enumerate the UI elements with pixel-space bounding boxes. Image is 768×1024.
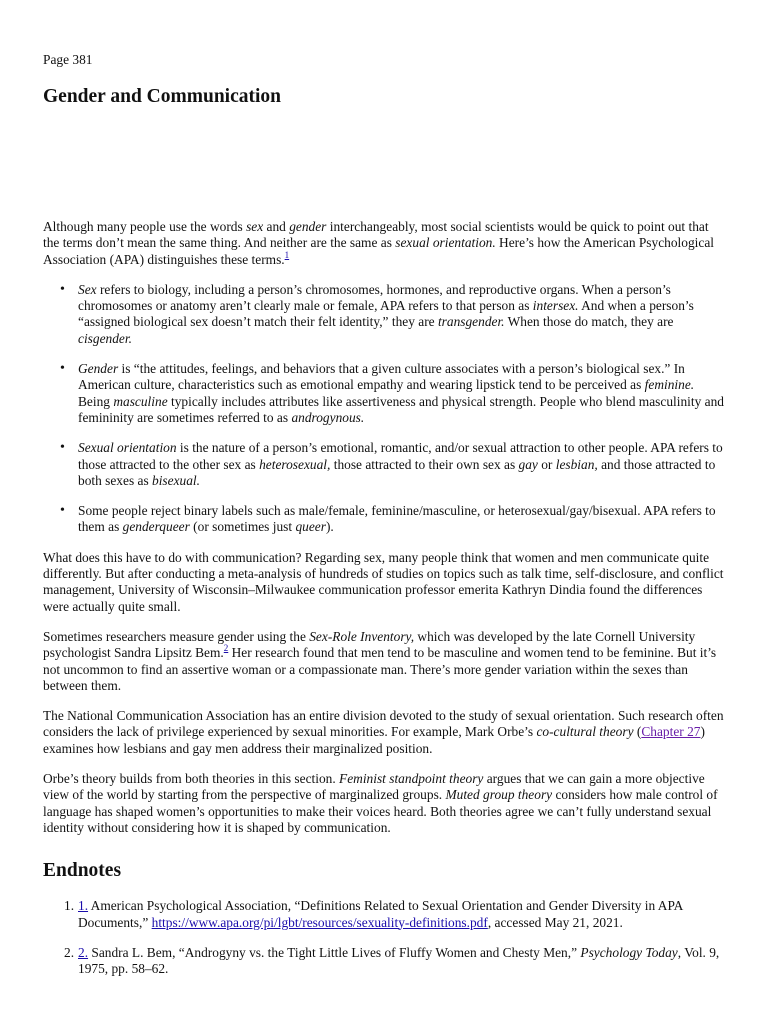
list-item-sexual-orientation: • Sexual orientation is the nature of a person’s emotional, romantic, and/or sexual attraction to other people. APA refers to those attracted to the other sex as heterosexual, those attracted to their own sex as gay or lesbian, and those attracted to both sexes as bisexual. xyxy=(78,440,725,489)
footnote-ref-1[interactable]: 1 xyxy=(284,249,290,260)
page-number: Page 381 xyxy=(43,52,93,67)
chapter-27-link[interactable]: Chapter 27 xyxy=(641,724,701,740)
list-item-genderqueer: • Some people reject binary labels such as male/female, feminine/masculine, or heterosexual/gay/bisexual. APA refers to them as genderqueer (or sometimes just queer). xyxy=(78,503,725,536)
paragraph-theories: Orbe’s theory builds from both theories in this section. Feminist standpoint theory argues that we can gain a more objective view of the world by starting from the perspective of marginalized groups. Muted group theory considers how male control of language has shaped women’s opportunities to make their voices heard. Both theories agree we can’t fully understand sexual identity without considering how it is shaped by communication. xyxy=(43,771,718,835)
endnote-1: 1. 1. American Psychological Association, “Definitions Related to Sexual Orientation and Gender Diversity in APA Documents,” https://www.apa.org/pi/lgbt/resources/sexuality-definitions.pdf, accessed May 21, 2021. xyxy=(64,898,683,930)
definitions-list xyxy=(43,282,725,536)
endnote-backlink-2[interactable]: 2. xyxy=(78,944,89,960)
intro-paragraph: Although many people use the words sex and gender interchangeably, most social scientists would be quick to point out that the terms don’t mean the same thing. And neither are the same as sexual orientation. Here’s how the American Psychological Association (APA) distinguishes these terms.$^1$ xyxy=(43,219,714,267)
article-body xyxy=(43,219,725,991)
list-item-sex: • Sex refers to biology, including a person’s chromosomes, hormones, and reproductive organs. When a person’s chromosomes or anatomy aren’t clearly male or female, APA refers to that person as intersex. And when a person’s “assigned biological sex doesn’t match their felt identity,” they are transgender. When those do match, they are cisgender. xyxy=(78,282,725,347)
page-title: Gender and Communication xyxy=(43,86,281,107)
endnotes-heading: Endnotes xyxy=(43,860,122,882)
endnotes-list xyxy=(43,898,725,977)
endnote-backlink-1[interactable]: 1. xyxy=(78,898,89,914)
paragraph-sexual-orientation-research: The National Communication Association has an entire division devoted to the study of sexual orientation. Such research often considers the lack of privilege experienced by sexual minorities. For example, Mark Orbe’s co-cultural theory (Chapter 27) examines how lesbians and gay men address their marginalized position. xyxy=(43,708,724,756)
endnote-number: 1. xyxy=(64,898,75,914)
endnote-2: 2. 2. Sandra L. Bem, “Androgyny vs. the Tight Little Lives of Fluffy Women and Chesty Men,” Psychology Today, Vol. 9, 1975, pp. 58–62. xyxy=(64,944,720,977)
list-item-gender: • Gender is “the attitudes, feelings, and behaviors that a given culture associates with a person’s biological sex.” In American culture, characteristics such as emotional empathy and wearing lipstick tend to be perceived as feminine. Being masculine typically includes attributes like assertiveness and physical strength. People who blend masculinity and femininity are sometimes referred to as androgynous. xyxy=(78,361,725,426)
paragraph-communication: What does this have to do with communication? Regarding sex, many people think that women and men communicate quite differently. But after conducting a meta-analysis of hundreds of studies on topics such as talk time, self-disclosure, and conflict management, University of Wisconsin–Milwaukee communication professor emerita Kathryn Dindia found the differences were actually quite small. xyxy=(43,549,724,614)
footnote-ref-2[interactable]: 2 xyxy=(223,643,229,654)
endnote-number: 2. xyxy=(64,944,75,960)
paragraph-sex-role-inventory: Sometimes researchers measure gender using the Sex-Role Inventory, which was developed by the late Cornell University psychologist Sandra Lipsitz Bem.$^2$ Her research found that men tend to be masculine and women tend to be feminine. But it’s not uncommon to find an assertive woman or a compassionate man. There’s more gender variation within the sexes than between them. xyxy=(43,628,717,693)
apa-definitions-url-link[interactable]: https://www.apa.org/pi/lgbt/resources/sexuality-definitions.pdf xyxy=(151,914,488,930)
